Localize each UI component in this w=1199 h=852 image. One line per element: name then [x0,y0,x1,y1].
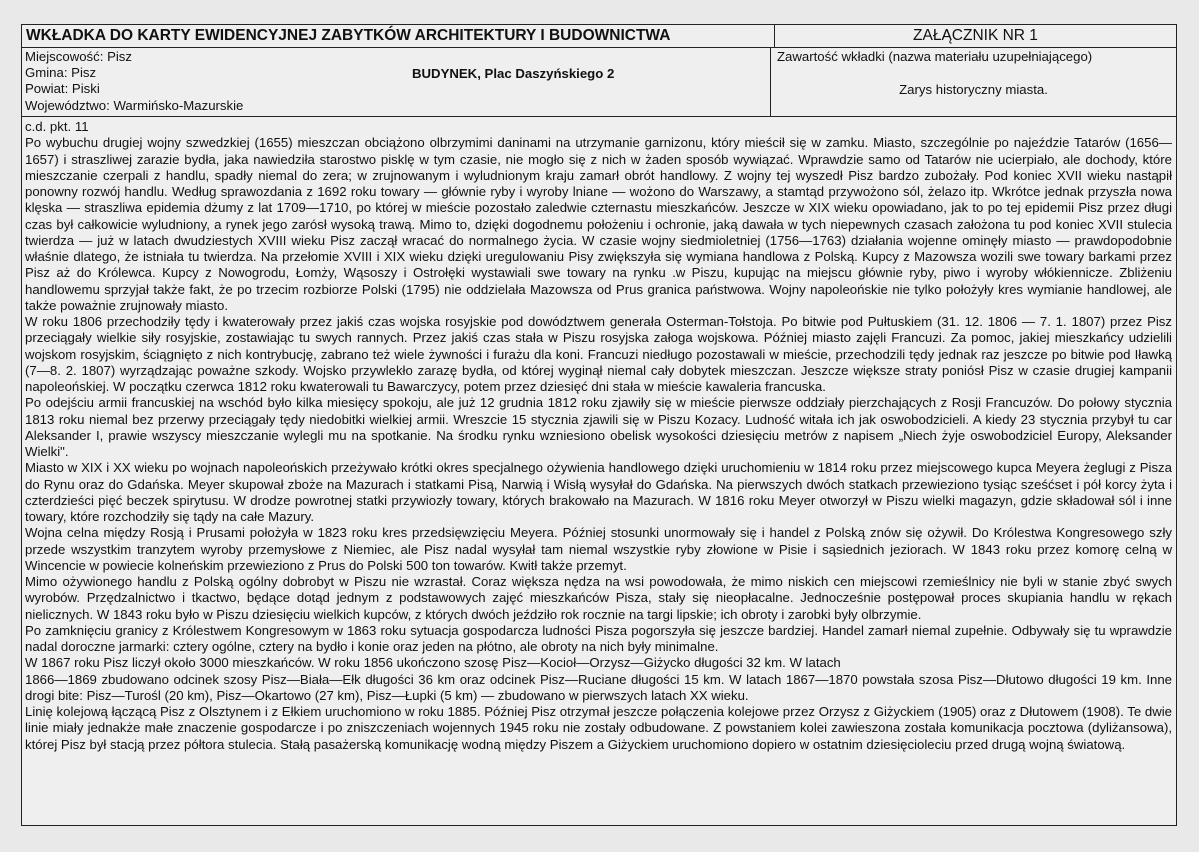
metadata-row [22,48,1176,117]
paragraph: Po wybuchu drugiej wojny szwedzkiej (1655) mieszczan obciążono olbrzymimi daninami na utrzymanie garnizonu, który mieścił się w zamku. Miasto, szczególnie po najeździe Tatarów (1656—1657) i straszliwej zarazie bydła, jaka nawiedziła starostwo pisklę w tym czasie, nie mogło się z nich w żaden sposób wywiązać. Wprawdzie samo od Tatarów nie ucierpiało, ale dochody, które mieszczanie czerpali z handlu, spadły niemal do zera; w zrujnowanym i wyludnionym kraju zamarł obrót handlowy. Z wojny tej wyszedł Pisz bardzo zubożały. Pod koniec XVII wieku nastąpił ponowny rozwój handlu. Według sprawozdania z 1692 roku towary — głównie ryby i wyroby lniane — wożono do Warszawy, a stamtąd przywożono sól, żelazo itp. Wkrótce jednak przyszła nowa klęska — straszliwa epidemia dżumy z lat 1709—1710, po której w mieście pozostało zaledwie czternastu mieszkańców. Jeszcze w XIX wieku opowiadano, jak to po tej epidemii Pisz przez długi czas był całkowicie wyludniony, a rynek jego zarósł wysoką trawą. Mimo to, dzięki dogodnemu położeniu i ochronie, jaką dawała w tych niepewnych czasach założona tu pod koniec XVII stulecia twierdza — już w latach dwudziestych XVIII wieku Pisz zaczął wracać do normalnego życia. W czasie wojny siedmioletniej (1756—1763) działania wojenne ominęły miasto — prawdopodobnie właśnie dlatego, że istniała tu twierdza. Na przełomie XVIII i XIX wieku dzięki uregulowaniu Pisy zwiększyła się wymiana handlowa z Polską. Kupcy z Mazowsza wozili swe towary barkami przez Pisz aż do Królewca. Kupcy z Nowogrodu, Łomży, Wąsoszy i Ostrołęki wystawiali swe towary na rynku .w Piszu, kupując na miejscu głównie ryby, piwo i wyroby włókiennicze. Zbliżeniu handlowemu sprzyjał także fakt, że po trzecim rozbiorze Polski (1795) nie oddzielała Mazowsza od Prus granica państwowa. Wojny napoleońskie nie tylko położyły kres wymianie handlowej, ale także poważnie zrujnowały miasto. [25,135,1172,313]
paragraph: Po zamknięciu granicy z Królestwem Kongresowym w 1863 roku sytuacja gospodarcza ludności Pisza pogorszyła się jeszcze bardziej. Handel zamarł niemal zupełnie. Odbywały się tu wprawdzie nadal doroczne jarmarki: cztery ogólne, cztery na bydło i konie oraz jeden na płótno, ale obroty na nich były minimalne. [25,622,1172,654]
paragraph: W 1867 roku Pisz liczył około 3000 mieszkańców. W roku 1856 ukończono szosę Pisz—Kocioł—Orzysz—Giżycko długości 32 km. W latach [25,655,841,671]
paragraph: Linię kolejową łączącą Pisz z Olsztynem i z Ełkiem uruchomiono w roku 1885. Później Pisz otrzymał jeszcze połączenia kolejowe przez Orzysz z Giżyckiem (1905) oraz z Dłutowem (1908). Te dwie linie miały jednakże małe znaczenie gospodarcze i po zniszczeniach wojennych 1945 roku nie zostały odbudowane. Z powstaniem kolei zawieszona została komunikacja pocztowa (dyliżansowa), której Pisz był stacją przez półtora stulecia. Stałą pasażerską komunikację wodną między Piszem a Giżyckiem uruchomiono dopiero w ostatnim dziesięcioleciu przed drugą wojną światową. [25,704,1172,752]
paragraph: 1866—1869 zbudowano odcinek szosy Pisz—Biała—Ełk długości 36 km oraz odcinek Pisz—Ruciane długości 15 km. W latach 1867—1870 powstała szosa Pisz—Dłutowo długości 19 km. Inne drogi bite: Pisz—Turośl (20 km), Pisz—Okartowo (27 km), Pisz—Łupki (5 km) — zbudowano w pierwszych latach XX wieku. [25,671,1172,703]
annex-label: ZAŁĄCZNIK NR 1 [913,27,1038,44]
town-line: Miejscowość: Pisz [25,49,132,64]
paragraph: Miasto w XIX i XX wieku po wojnach napoleońskich przeżywało krótki okres specjalnego ożywienia handlowego dzięki uruchomieniu w 1814 roku przez miejscowego kupca Meyera żeglugi z Pisza do Rynu oraz do Gdańska. Meyer skupował zboże na Mazurach i statkami Pisą, Narwią i Wisłą wysyłał do Gdańska. Na pierwszych dwóch statkach przewieziono tysiąc sześćset i pół korcy żyta i czterdzieści pięć beczek spirytusu. W drodze powrotnej statki przywiozły towary, których brakowało na Mazurach. W 1816 roku Meyer otworzył w Piszu wielki magazyn, gdzie składował sól i inne towary, które rozchodziły się tądy na całe Mazury. [25,460,1172,524]
county-line: Powiat: Piski [25,81,100,97]
paragraph: Po odejściu armii francuskiej na wschód było kilka miesięcy spokoju, ale już 12 grudnia 1812 roku zjawiły się w mieście pierwsze oddziały pierzchających z Rosji Francuzów. Do połowy stycznia 1813 roku niemal bez przerwy przeciągały tędy niedobitki wielkiej armii. Wreszcie 15 stycznia zjawili się w Piszu Kozacy. Ludność witała ich jak oswobodzicieli. A kiedy 23 stycznia przybył tu car Aleksander I, prawie wszyscy mieszczanie wylegli mu na spotkanie. Na środku rynku wzniesiono obelisk wysokości dziesięciu metrów z napisem „Niech żyje oswobodziciel Europy, Aleksander Wielki". [25,395,1172,459]
paragraph: W roku 1806 przechodziły tędy i kwaterowały przez jakiś czas wojska rosyjskie pod dowództwem generała Osterman-Tołstoja. Po bitwie pod Pułtuskiem (31. 12. 1806 — 7. 1. 1807) przez Pisz przeciągały wielkie siły rosyjskie, zostawiając tu swych rannych. Przez jakiś czas stała w Piszu rosyjska załoga wojskowa. Później miasto zajęli Francuzi. Za pomoc, jakiej mieszkańcy udzielili wojskom rosyjskim, ściągnięto z nich kontrybucję, zabrano też wiele żywności i furażu dla koni. Francuzi niedługo pozostawali w mieście, przechodzili tędy jednak raz jeszcze po bitwie pod Iławką (7—8. 2. 1807) wyrządzając poważne szkody. Wojsko przywlekło zarazę bydła, od której wyginął niemal cały dobytek mieszczan. Jeszcze większe straty poniósł Pisz w czasie drugiej kampanii napoleońskiej. W początku czerwca 1812 roku kwaterowali tu Bawarczycy, potem przez dziesięć dni stała w mieście kawaleria francuska. [25,314,1172,394]
content-title: Zarys historyczny miasta. [899,82,1048,97]
paragraph: Wojna celna między Rosją i Prusami położyła w 1823 roku kres przedsięwzięciu Meyera. Później stosunki unormowały się i handel z Polską znów się ożywił. Do Królestwa Kongresowego szły przede wszystkim tranzytem wyroby przemysłowe z Niemiec, ale Pisz nadal wysyłał tam niemal wszystkie ryby złowione w Pisie i sąsiednich jeziorach. W 1843 roku przez komorę celną w Wincencie w powiecie kolneńskim przewieziono z Prus do Polski 500 ton towarów. Kwitł także przemyt. [25,525,1172,573]
commune-line: Gmina: Pisz [25,65,97,81]
location-lines [25,49,243,114]
voivodeship-line: Województwo: Warmińsko-Mazurskie [25,97,244,113]
section-reference: c.d. pkt. 11 [25,119,89,134]
header-row [22,25,1176,48]
paragraph: Mimo ożywionego handlu z Polską ogólny dobrobyt w Piszu nie wzrastał. Coraz większa nędza na wsi powodowała, że mimo niskich cen miejscowi rzemieślnicy nie byli w stanie zbyć swych wyrobów. Przędzalnictwo i tkactwo, będące dotąd jednym z podstawowych zajęć mieszkańców Pisza, stały się nieopłacalne. Jednocześnie postępował proces skupiania handlu w rękach nielicznych. W 1843 roku było w Piszu dziesięciu wielkich kupców, z których dwóch jeździło rok rocznie na targi lipskie; ich obroty i zarobki były olbrzymie. [25,574,1172,622]
document-title: WKŁADKA DO KARTY EWIDENCYJNEJ ZABYTKÓW ARCHITEKTURY I BUDOWNICTWA [22,25,775,47]
building-label: BUDYNEK, Plac Daszyńskiego 2 [412,66,615,81]
location-cell [22,48,771,116]
record-sheet [21,24,1177,826]
content-caption: Zawartość wkładki (nazwa materiału uzupełniającego) [777,49,1093,64]
body-text [22,117,1176,753]
content-cell [771,48,1176,116]
